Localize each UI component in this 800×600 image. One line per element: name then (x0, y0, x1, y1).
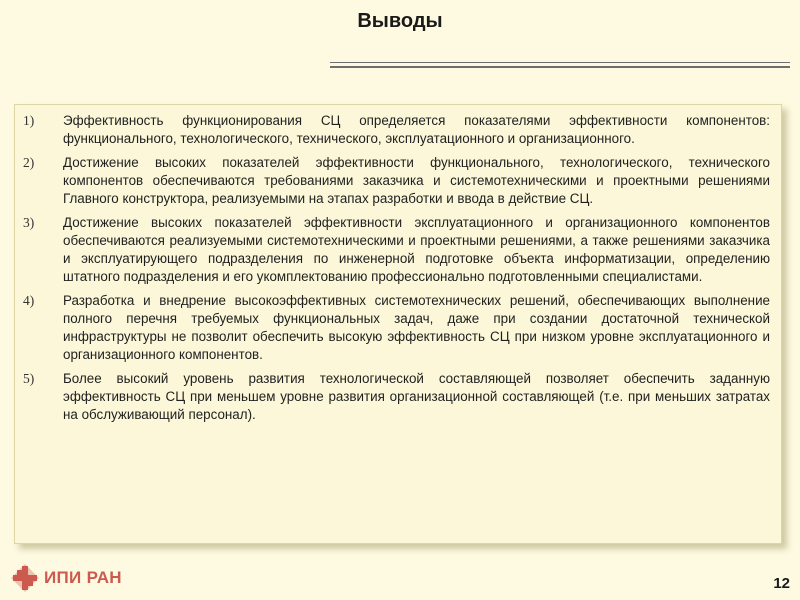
title-divider-top (330, 62, 790, 63)
ipi-ran-logo-icon (10, 563, 40, 593)
conclusion-text: Эффективность функционирования СЦ определяется показателями эффективности компонентов: функционального, технологического, технического, эксплуатационного и организационного. (63, 113, 770, 146)
conclusion-item-5 (23, 370, 770, 424)
logo-text: ИПИ РАН (44, 568, 122, 587)
conclusion-item-2 (23, 154, 770, 208)
slide-title: Выводы (357, 10, 443, 32)
conclusion-item-4 (23, 292, 770, 364)
title-divider-bottom (330, 66, 790, 68)
ipi-ran-logo (10, 563, 122, 593)
conclusions-list (15, 105, 781, 424)
conclusion-number: 3) (23, 215, 35, 230)
conclusion-text: Разработка и внедрение высокоэффективных системотехнических решений, обеспечивающих выполнение полного перечня требуемых функциональных задач, даже при создании достаточной технической инфраструктуры не позволит обеспечить высокую эффективность СЦ при низком уровне эксплуатационного и организационного компонентов. (63, 293, 770, 362)
conclusion-item-1 (23, 112, 770, 148)
conclusion-item-3 (23, 214, 770, 286)
page-number: 12 (773, 575, 790, 592)
conclusions-box (14, 104, 782, 544)
conclusion-text: Более высокий уровень развития технологической составляющей позволяет обеспечить заданную эффективность СЦ при меньшем уровне развития организационной составляющей (т.е. при меньших затратах на обслуживающий персонал). (63, 371, 770, 422)
conclusion-number: 1) (23, 113, 35, 128)
conclusion-number: 2) (23, 155, 35, 170)
conclusion-text: Достижение высоких показателей эффективности функционального, технологического, технического компонентов обеспечиваются требованиями заказчика и системотехническими и проектными решениями Главного конструктора, реализуемыми на этапах разработки и ввода в действие СЦ. (63, 155, 770, 206)
conclusion-number: 5) (23, 371, 35, 386)
conclusion-text: Достижение высоких показателей эффективности эксплуатационного и организационного компонентов обеспечиваются реализуемыми системотехническими и проектными решениями, а также решениями заказчика и эксплуатирующего подразделения по инженерной подготовке объекта информатизации, определению штатного подразделения и его укомплектованию профессионально подготовленными специалистами. (63, 215, 770, 284)
conclusion-number: 4) (23, 293, 35, 308)
